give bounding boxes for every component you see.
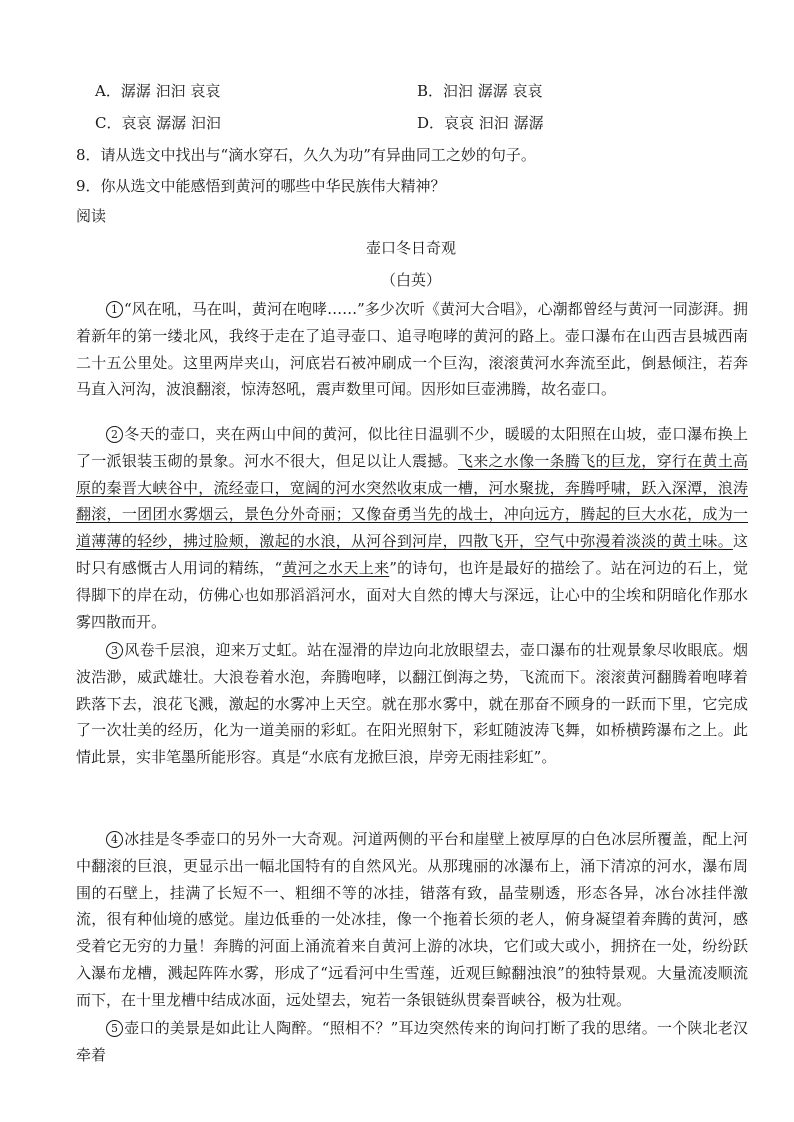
paragraph-3 [76, 637, 748, 771]
article-author: （白英） [380, 271, 441, 289]
paragraph-number-badge: 1 [106, 301, 123, 318]
paragraph-2 [76, 421, 748, 635]
paragraph-text: 这时只有感慨古人用词的精练，“ [76, 532, 748, 577]
paragraph-number-badge: 3 [106, 642, 123, 659]
underlined-quote: 黄河之水天上来 [282, 558, 390, 577]
paragraph-number-badge: 4 [106, 831, 123, 848]
paragraph-text: “风在吼，马在叫，黄河在咆哮……”多少次听《黄河大合唱》，心潮都曾经与黄河一同澎湃。拥着新年的第一缕北风，我终于走在了追寻壶口、追寻咆哮的黄河的路上。壶口瀑布在山西吉县城西南二十五公里处。这里两岸夹山，河底岩石被冲刷成一个巨沟，滚滚黄河水奔流至此，倒悬倾注，若奔马直入河沟，波浪翻滚，惊涛怒吼，震声数里可闻。因形如巨壶沸腾，故名壶口。 [76, 300, 748, 399]
paragraph-1 [76, 296, 748, 403]
question-8: 8．请从选文中找出与“滴水穿石，久久为功”有异曲同工之妙的句子。 [76, 146, 536, 164]
paragraph-text: 冰挂是冬季壶口的另外一大奇观。河道两侧的平台和崖壁上被厚厚的白色冰层所覆盖，配上河中翻滚的巨浪，更显示出一幅北国特有的自然风光。从那瑰丽的冰瀑布上，涌下清凉的河水，瀑布周围的石壁上，挂满了长短不一、粗细不等的冰挂，错落有致，晶莹剔透，形态各异，冰台冰挂伴激流，很有种仙境的感觉。崖边低垂的一处冰挂，像一个拖着长须的老人，俯身凝望着奔腾的黄河，感受着它无穷的力量！奔腾的河面上涌流着来自黄河上游的冰块，它们或大或小，拥挤在一处，纷纷跃入瀑布龙槽，溅起阵阵水雾，形成了“远看河中生雪莲，近观巨鲸翻浊浪”的独特景观。大量流凌顺流而下，在十里龙槽中结成冰面，远处望去，宛若一条银链纵贯秦晋峡谷，极为壮观。 [76, 830, 748, 1009]
paragraph-text: 壶口的美景是如此让人陶醉。“照相不？”耳边突然传来的询问打断了我的思绪。一个陕北老汉牵着 [76, 1019, 748, 1064]
option-c: C．哀哀 潺潺 汩汩 [95, 114, 222, 132]
underlined-passage: 飞来之水像一条腾飞的巨龙，穿行在黄土高原的秦晋大峡谷中，流经壶口，宽阔的河水突然收束成一槽，河水聚拢，奔腾呼啸，跃入深潭，浪涛翻滚，一团团水雾烟云，景色分外奇丽；又像奋勇当先的战士，冲向远方，腾起的巨大水花，成为一道薄薄的轻纱，拂过脸颊，激起的水浪，从河谷到河岸，四散飞开，空气中弥漫着淡淡的黄土味。 [76, 451, 748, 551]
paragraph-number-badge: 5 [106, 1020, 123, 1037]
article-title: 壶口冬日奇观 [365, 239, 456, 257]
paragraph-text: ”的诗句，也许是最好的描绘了。站在河边的石上，觉得脚下的岸在动，仿佛心也如那滔滔河水，面对大自然的博大与深远，让心中的尘埃和阴暗化作那水雾四散而开。 [76, 558, 748, 631]
question-9: 9．你从选文中能感悟到黄河的哪些中华民族伟大精神？ [76, 177, 446, 195]
reading-label: 阅读 [76, 207, 107, 225]
paragraph-text: 风卷千层浪，迎来万丈虹。站在湿滑的岸边向北放眼望去，壶口瀑布的壮观景象尽收眼底。烟波浩渺，威武雄壮。大浪卷着水泡，奔腾咆哮，以翻江倒海之势，飞流而下。滚滚黄河翻腾着咆哮着跌落下去，浪花飞溅，激起的水雾冲上天空。就在那水雾中，就在那奋不顾身的一跃而下里，它完成了一次壮美的经历，化为一道美丽的彩虹。在阳光照射下，彩虹随波涛飞舞，如桥横跨瀑布之上。此情此景，实非笔墨所能形容。真是“水底有龙掀巨浪，岸旁无雨挂彩虹”。 [76, 641, 748, 767]
paragraph-number-badge: 2 [106, 426, 123, 443]
paragraph-text: 冬天的壶口，夹在两山中间的黄河，似比往日温驯不少，暖暖的太阳照在山坡，壶口瀑布换上了一派银装玉砌的景象。河水不很大，但足以让人震撼。 [76, 425, 748, 470]
option-d: D．哀哀 汩汩 潺潺 [417, 114, 544, 132]
paragraph-4 [76, 826, 748, 1014]
option-b: B．汩汩 潺潺 哀哀 [417, 82, 543, 100]
paragraph-5 [76, 1015, 748, 1069]
option-a: A．潺潺 汩汩 哀哀 [95, 82, 221, 100]
